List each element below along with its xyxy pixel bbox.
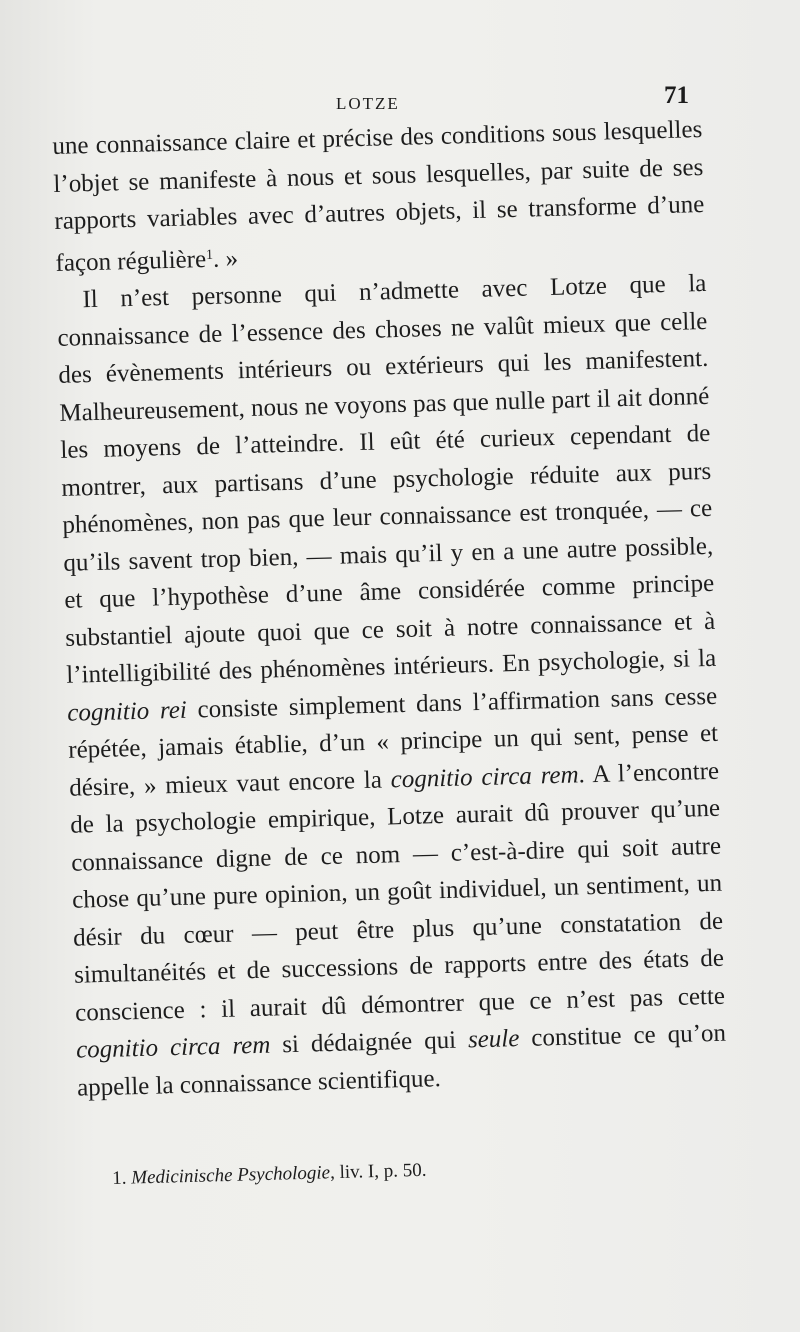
footnote-number: 1. xyxy=(112,1167,127,1189)
footnote xyxy=(112,1160,427,1190)
footnote-reference: 1 xyxy=(205,247,214,263)
paragraph-2-part-4: si dédaignée qui xyxy=(269,1026,469,1059)
term-seule: seule xyxy=(467,1025,520,1054)
paragraph-2-part-5: constitue ce qu’on appelle la connaissance scientifique. xyxy=(76,1019,727,1102)
footnote-title: Medicinische Psychologie xyxy=(130,1162,331,1189)
paragraph-1-text: une connaissance claire et précise des conditions sous lesquelles l’objet se manifeste à nous et sous lesquelles, par suite de ses rapports variables avec d’autres objets, il se transforme d’une façon régulière xyxy=(52,115,705,277)
body-text xyxy=(52,111,727,1107)
term-cognitio-circa-rem: cognitio circa rem xyxy=(390,760,579,793)
paragraph-2 xyxy=(56,265,727,1107)
page-number: 71 xyxy=(664,82,689,109)
paragraph-2-part-3: . A l’encontre de la psychologie empirique, Lotze aurait dû prouver qu’une connaissance digne de ce nom — c’est-à-dire qui soit autre chose qu’une pure opinion, un goût individuel, un sentiment, un désir du cœur — peut être plus qu’une constatation de simultanéités et de successions de rapports entre des états de conscience : il aurait dû démontrer que ce n’est pas cette xyxy=(69,757,726,1027)
term-cognitio-rei: cognitio rei xyxy=(66,696,188,727)
paragraph-2-part-2: consiste simplement dans l’affirmation sans cesse répétée, jamais établie, d’un « principe un qui sent, pense et désire, » mieux vaut encore la xyxy=(67,682,719,802)
paragraph-2-part-1: Il n’est personne qui n’admette avec Lotze que la connaissance de l’essence des choses ne valût mieux que celle des évènements intérieurs ou extérieurs qui les manifestent. Malheureusement, nous ne voyons pas que nulle part il ait donné les moyens de l’atteindre. Il eût été curieux cependant de montrer, aux partisans d’une psychologie réduite aux purs phénomènes, non pas que leur connaissance est tronquée, — ce qu’ils savent trop bien, — mais qu’il y en a une autre possible, et que l’hypothèse d’une âme considérée comme principe substantiel ajoute quoi que ce soit à notre connaissance et à l’intelligibilité des phénomènes intérieurs. En psychologie, si la xyxy=(57,269,717,689)
running-head: LOTZE xyxy=(336,94,400,113)
paragraph-1 xyxy=(52,111,706,282)
paragraph-1-closing: . » xyxy=(212,244,239,273)
term-cognitio-circa-rem-2: cognitio circa rem xyxy=(75,1031,271,1064)
footnote-ref: , liv. I, p. 50. xyxy=(329,1159,427,1184)
